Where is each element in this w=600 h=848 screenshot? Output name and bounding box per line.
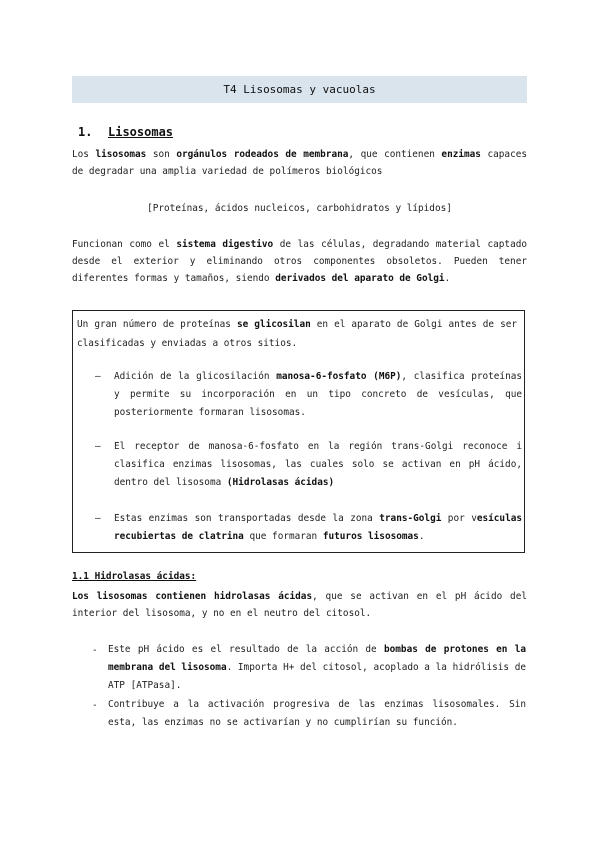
text-run: Adición de la glicosilación	[114, 371, 277, 382]
text-run: son	[146, 149, 177, 160]
text-run: .	[444, 273, 451, 284]
text-run: que formaran	[243, 531, 323, 542]
text-run: Estas enzimas son transportadas desde la zona	[114, 513, 380, 524]
macromolecule-list: [Proteínas, ácidos nucleicos, carbohidratos y lípidos]	[147, 203, 452, 214]
document-title-bar	[72, 76, 527, 103]
section-1-heading	[78, 125, 173, 139]
box-intro	[77, 315, 517, 353]
bullet-dash: –	[95, 371, 101, 382]
box-bullet-2	[114, 438, 522, 492]
text-run: Contribuye a la activación progresiva de las enzimas lisosomales. Sin esta, las enzimas no se activarían y no cumplirían su función.	[108, 699, 526, 728]
text-run: Funcionan como el	[72, 239, 177, 250]
text-run: , que contienen	[348, 149, 442, 160]
text-run: , clasifica proteínas y permite su incorporación en un tipo concreto de vesículas, que posteriormente formaran lisosomas.	[114, 371, 523, 418]
glycosylation-box	[72, 310, 525, 553]
bold-run: enzimas	[441, 149, 481, 160]
bold-run: sistema digestivo	[176, 239, 274, 250]
bold-run: manosa-6-fosfato (M6P)	[276, 371, 402, 382]
text-run: en el aparato de Golgi antes de ser clasificadas y enviadas a otros sitios.	[77, 319, 517, 349]
bullet-dash: –	[95, 513, 101, 524]
text-run: de las células, degradando material captado desde el exterior y eliminando otros componentes obsoletos. Pueden tener diferentes formas y tamaños, siendo	[72, 239, 527, 284]
bold-run: esículas recubiertas de clatrina	[114, 513, 522, 542]
bold-run: derivados del aparato de Golgi	[275, 273, 445, 284]
section-1-paragraph-2	[72, 236, 527, 287]
section-1-1-bullet-1	[108, 641, 526, 695]
text-run: Los	[72, 149, 96, 160]
bold-run: (Hidrolasas ácidas)	[226, 477, 335, 488]
bullet-dash: -	[92, 700, 98, 711]
bold-run: bombas de protones en la membrana del lisosoma	[108, 644, 527, 673]
text-run: Un gran número de proteínas	[77, 319, 237, 330]
text-run: por v	[441, 513, 477, 524]
bold-run: futuros lisosomas	[322, 531, 419, 542]
section-1-1-heading: 1.1 Hidrolasas ácidas:	[72, 571, 197, 582]
section-1-1-bullet-2	[108, 696, 526, 732]
bold-run: se glicosilan	[236, 319, 311, 330]
bold-run: orgánulos rodeados de membrana	[176, 149, 349, 160]
section-1-number: 1.	[78, 125, 93, 139]
section-1-1-paragraph	[72, 588, 527, 622]
bullet-dash: –	[95, 441, 101, 452]
text-run: El receptor de manosa-6-fosfato en la región trans-Golgi reconoce i clasifica enzimas lisosomas, las cuales solo se activan en pH ácido, dentro del lisosoma	[114, 441, 522, 488]
document-title: T4 Lisosomas y vacuolas	[223, 83, 376, 96]
text-run: Este pH ácido es el resultado de la acción de	[108, 644, 384, 655]
section-1-title: Lisosomas	[108, 125, 174, 139]
section-1-paragraph-1	[72, 146, 527, 180]
bold-run: lisosomas	[95, 149, 147, 160]
text-run: . Importa H+ del citosol, acoplado a la hidrólisis de ATP [ATPasa].	[108, 662, 526, 691]
text-run: , que se activan en el pH ácido del interior del lisosoma, y no en el neutro del citosol.	[72, 591, 527, 619]
bold-run: Los lisosomas contienen hidrolasas ácidas	[72, 591, 313, 602]
text-run: capaces de degradar una amplia variedad de polímeros biológicos	[72, 149, 527, 177]
box-bullet-1	[114, 368, 522, 422]
bold-run: trans-Golgi	[379, 513, 442, 524]
text-run: .	[418, 531, 425, 542]
bullet-dash: -	[92, 645, 98, 656]
box-bullet-3	[114, 510, 522, 546]
